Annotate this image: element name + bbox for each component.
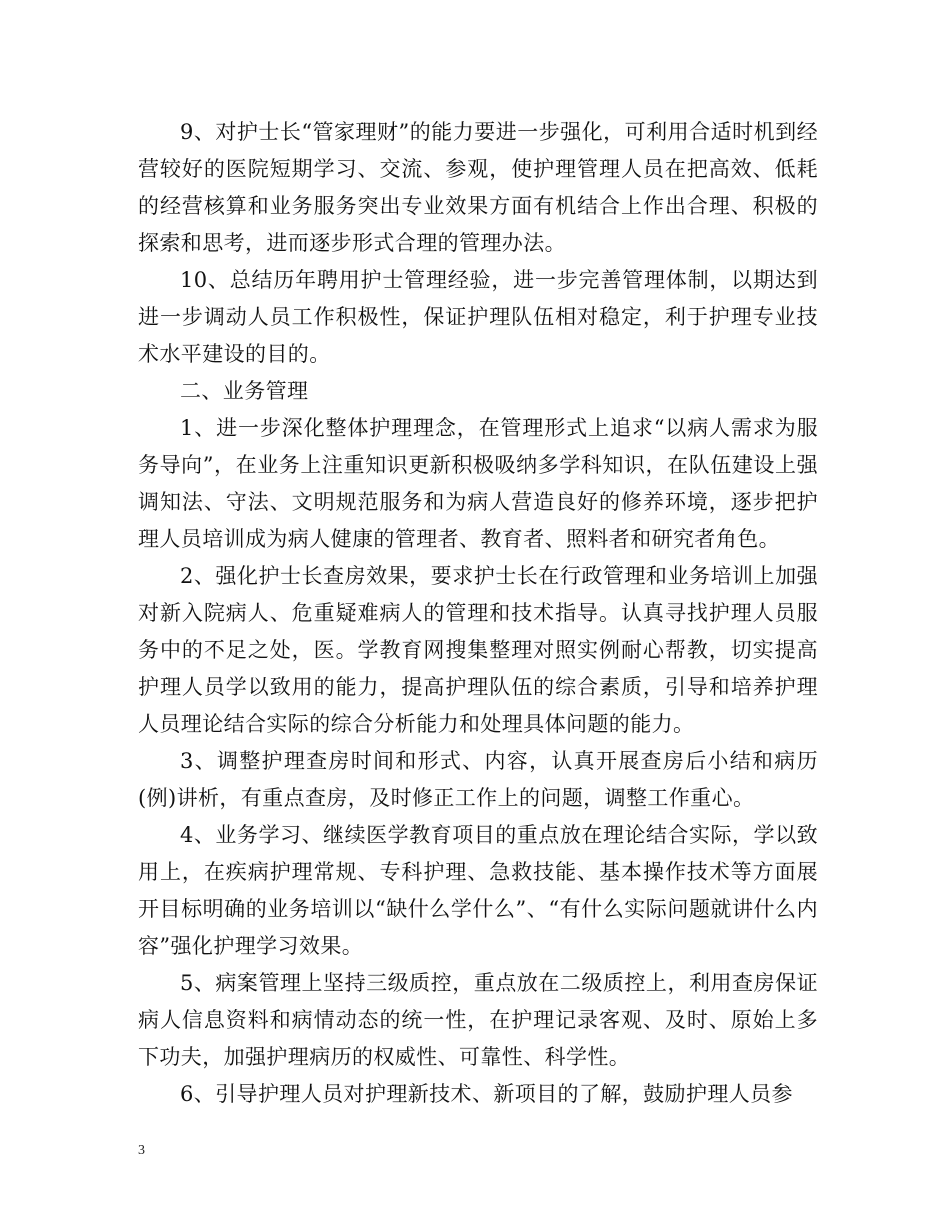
- paragraph-item-1: 1、进一步深化整体护理理念，在管理形式上追求“以病人需求为服务导向”，在业务上注重知识更新积极吸纳多学科知识，在队伍建设上强调知法、守法、文明规范服务和为病人营造良好的修养环境，逐步把护理人员培训成为病人健康的管理者、教育者、照料者和研究者角色。: [138, 416, 818, 551]
- paragraph-item-9: 9、对护士长“管家理财”的能力要进一步强化，可利用合适时机到经营较好的医院短期学习、交流、参观，使护理管理人员在把高效、低耗的经营核算和业务服务突出专业效果方面有机结合上作出合理、积极的探索和思考，进而逐步形式合理的管理办法。: [138, 120, 818, 255]
- paragraph-item-4: 4、业务学习、继续医学教育项目的重点放在理论结合实际，学以致用上，在疾病护理常规、专科护理、急救技能、基本操作技术等方面展开目标明确的业务培训以“缺什么学什么”、“有什么实际问题就讲什么内容”强化护理学习效果。: [138, 823, 818, 958]
- paragraph-item-2: 2、强化护士长查房效果，要求护士长在行政管理和业务培训上加强对新入院病人、危重疑难病人的管理和技术指导。认真寻找护理人员服务中的不足之处，医。学教育网搜集整理对照实例耐心帮教，切实提高护理人员学以致用的能力，提高护理队伍的综合素质，引导和培养护理人员理论结合实际的综合分析能力和处理具体问题的能力。: [138, 564, 818, 736]
- paragraph-item-10: 10、总结历年聘用护士管理经验，进一步完善管理体制，以期达到进一步调动人员工作积极性，保证护理队伍相对稳定，利于护理专业技术水平建设的目的。: [138, 268, 818, 366]
- paragraph-item-5: 5、病案管理上坚持三级质控，重点放在二级质控上，利用查房保证病人信息资料和病情动态的统一性，在护理记录客观、及时、原始上多下功夫，加强护理病历的权威性、可靠性、科学性。: [138, 971, 818, 1069]
- page-number: 3: [138, 1143, 145, 1158]
- section-heading-business-management: 二、业务管理: [180, 379, 309, 403]
- paragraph-item-6: 6、引导护理人员对护理新技术、新项目的了解，鼓励护理人员参: [180, 1082, 793, 1106]
- paragraph-item-3: 3、调整护理查房时间和形式、内容，认真开展查房后小结和病历(例)讲析，有重点查房，及时修正工作上的问题，调整工作重心。: [138, 749, 818, 810]
- document-body: [138, 114, 818, 1113]
